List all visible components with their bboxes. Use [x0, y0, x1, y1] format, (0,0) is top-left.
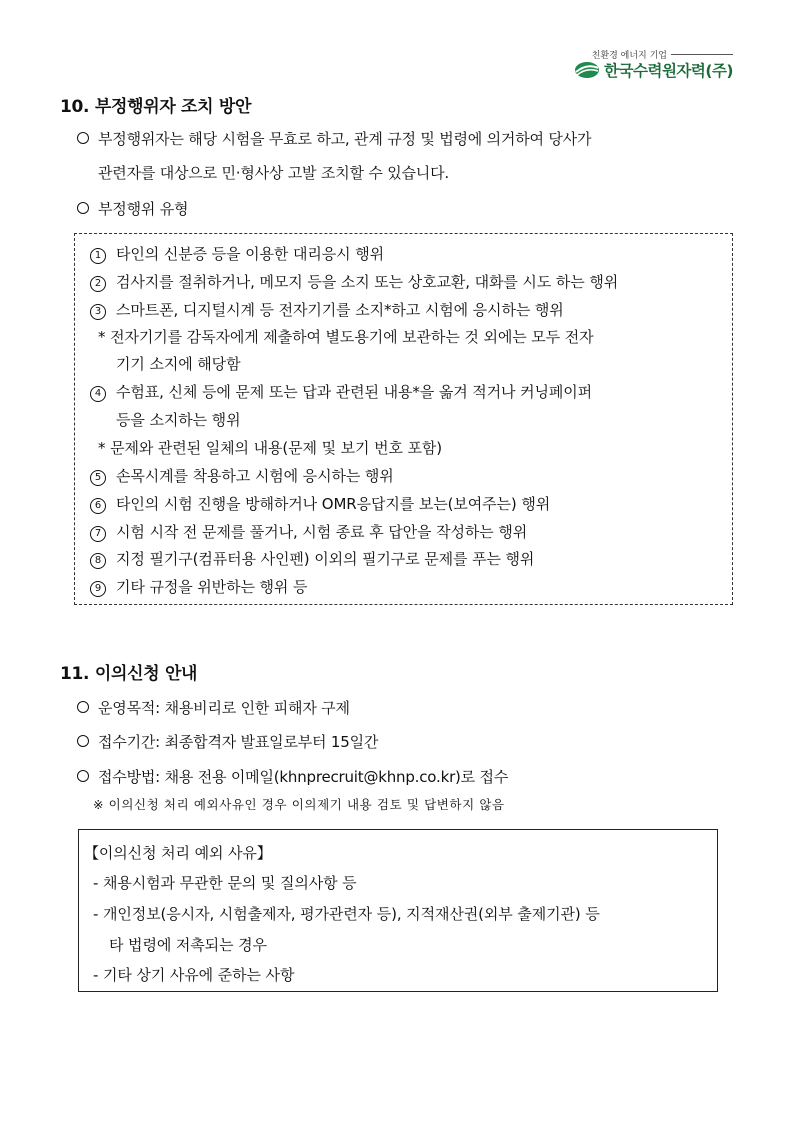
- misconduct-item-2: 2 검사지를 절취하거나, 메모지 등을 소지 또는 상호교환, 대화를 시도 하는 행위: [90, 271, 618, 292]
- item-number-badge: 1: [90, 248, 106, 264]
- appeal-method: 접수방법: 채용 전용 이메일(khnprecruit@khnp.co.kr)로 접수: [77, 766, 508, 787]
- section-10-paragraph-line-2: 관련자를 대상으로 민·형사상 고발 조치할 수 있습니다.: [98, 164, 449, 182]
- exception-item-2-line-1: - 개인정보(응시자, 시험출제자, 평가관련자 등), 지적재산권(외부 출제기관) 등: [93, 905, 600, 923]
- hollow-circle-bullet-icon: [77, 735, 89, 747]
- exception-item-2-line-2: 타 법령에 저촉되는 경우: [109, 936, 267, 954]
- exception-item-1: - 채용시험과 무관한 문의 및 질의사항 등: [93, 874, 357, 892]
- section-10-paragraph-line-1: 부정행위자는 해당 시험을 무효로 하고, 관계 규정 및 법령에 의거하여 당사가: [77, 128, 591, 149]
- hollow-circle-bullet-icon: [77, 701, 89, 713]
- company-name: 한국수력원자력(주): [604, 62, 733, 80]
- item-number-badge: 6: [90, 498, 106, 514]
- misconduct-item-7: 7 시험 시작 전 문제를 풀거나, 시험 종료 후 답안을 작성하는 행위: [90, 521, 527, 542]
- misconduct-note-electronics-line-1: * 전자기기를 감독자에게 제출하여 별도용기에 보관하는 것 외에는 모두 전자: [98, 328, 594, 346]
- hollow-circle-bullet-icon: [77, 770, 89, 782]
- section-10-title: 10. 부정행위자 조치 방안: [60, 97, 252, 117]
- misconduct-note-electronics-line-2: 기기 소지에 해당함: [116, 355, 241, 373]
- khnp-swoosh-icon: [574, 61, 600, 79]
- item-number-badge: 8: [90, 553, 106, 569]
- logo-row: [574, 59, 733, 81]
- item-number-badge: 7: [90, 526, 106, 542]
- misconduct-item-8: 8 지정 필기구(컴퓨터용 사인펜) 이외의 필기구로 문제를 푸는 행위: [90, 548, 534, 569]
- misconduct-item-4-line-2: 등을 소지하는 행위: [116, 411, 241, 429]
- company-logo: [555, 48, 733, 82]
- appeal-purpose: 운영목적: 채용비리로 인한 피해자 구제: [77, 697, 350, 718]
- exception-box-title: 【이의신청 처리 예외 사유】: [84, 844, 272, 862]
- misconduct-item-1: 1 타인의 신분증 등을 이용한 대리응시 행위: [90, 243, 384, 264]
- misconduct-item-5: 5 손목시계를 착용하고 시험에 응시하는 행위: [90, 465, 394, 486]
- misconduct-item-6: 6 타인의 시험 진행을 방해하거나 OMR응답지를 보는(보여주는) 행위: [90, 493, 550, 514]
- item-number-badge: 2: [90, 276, 106, 292]
- item-number-badge: 3: [90, 304, 106, 320]
- tagline-divider: [671, 54, 733, 55]
- company-tagline: 친환경 에너지 기업: [591, 51, 667, 61]
- exception-item-3: - 기타 상기 사유에 준하는 사항: [93, 966, 295, 984]
- misconduct-item-4: 4 수험표, 신체 등에 문제 또는 답과 관련된 내용*을 옮겨 적거나 커닝페이퍼: [90, 381, 592, 402]
- hollow-circle-bullet-icon: [77, 202, 89, 214]
- section-11-title: 11. 이의신청 안내: [60, 664, 198, 684]
- item-number-badge: 4: [90, 386, 106, 402]
- item-number-badge: 9: [90, 581, 106, 597]
- misconduct-note-content: * 문제와 관련된 일체의 내용(문제 및 보기 번호 포함): [98, 439, 443, 457]
- item-number-badge: 5: [90, 470, 106, 486]
- misconduct-item-9: 9 기타 규정을 위반하는 행위 등: [90, 576, 307, 597]
- hollow-circle-bullet-icon: [77, 132, 89, 144]
- misconduct-item-3: 3 스마트폰, 디지털시계 등 전자기기를 소지*하고 시험에 응시하는 행위: [90, 299, 564, 320]
- appeal-exception-note: ※ 이의신청 처리 예외사유인 경우 이의제기 내용 검토 및 답변하지 않음: [93, 797, 505, 812]
- types-heading: 부정행위 유형: [77, 198, 188, 219]
- appeal-period: 접수기간: 최종합격자 발표일로부터 15일간: [77, 731, 378, 752]
